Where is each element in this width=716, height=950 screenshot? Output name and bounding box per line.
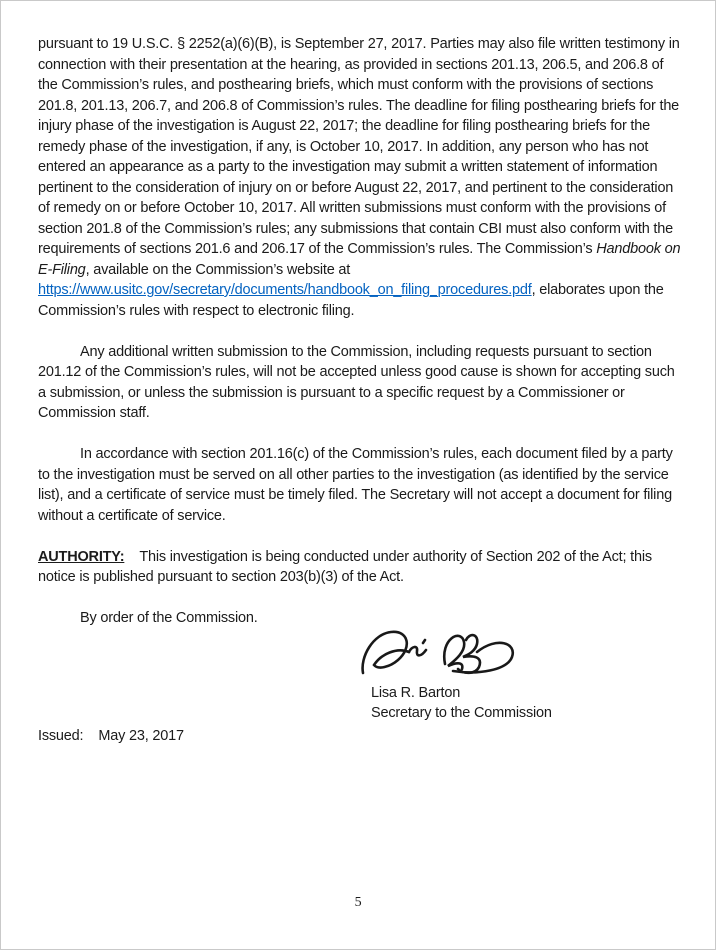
signatory-name: Lisa R. Barton bbox=[371, 684, 461, 701]
page-number: 5 bbox=[354, 894, 362, 910]
text-run-heading: AUTHORITY: bbox=[38, 548, 125, 565]
paragraphs bbox=[38, 34, 682, 629]
text-run: Any additional written submission to the Commission, including requests pursuant to section 201.12 of the Commission’s rules, will not be accepted unless good cause is shown for accepting such a submission, or unless the submission is pursuant to a specific request by a Commissioner or Commission staff. bbox=[38, 343, 675, 421]
text-run-italic: Handbook on E-Filing bbox=[38, 241, 681, 278]
issued-date: May 23, 2017 bbox=[98, 727, 184, 744]
paragraph-written-submissions bbox=[38, 34, 682, 321]
signatory-title: Secretary to the Commission bbox=[371, 705, 552, 721]
paragraph-additional-submissions bbox=[38, 342, 682, 424]
text-run: In accordance with section 201.16(c) of the Commission’s rules, each document filed by a party to the investigation must be served on all other parties to the investigation (as identified by the service list), and a certificate of service must be timely filed. The Secretary will not accept a document for filing without a certificate of service. bbox=[38, 446, 673, 524]
text-run: , elaborates upon the Commission’s rules with respect to electronic filing. bbox=[38, 282, 664, 319]
handbook-pdf-hyperlink[interactable]: https://www.usitc.gov/secretary/documents/handbook_on_filing_procedures.pdf bbox=[38, 282, 532, 298]
text-run: , available on the Commission’s website at bbox=[85, 261, 351, 278]
text-run: By order of the Commission. bbox=[80, 610, 258, 626]
text-run-tabbed: This investigation is being conducted under authority of Section 202 of the Act; this notice is published pursuant to section 203(b)(3) of the Act. bbox=[38, 548, 652, 585]
issued-line bbox=[38, 726, 679, 747]
handwritten-signature-image bbox=[357, 623, 525, 681]
paragraph-authority bbox=[38, 547, 682, 588]
issued-label: Issued: bbox=[38, 727, 84, 744]
signature-block bbox=[371, 623, 679, 724]
text-run: pursuant to 19 U.S.C. § 2252(a)(6)(B), is September 27, 2017. Parties may also file written testimony in connection with their presentation at the hearing, as provided in sections 201.13, 206.5, and 206.8 of the Commission’s rules, and posthearing briefs, which must conform with the provisions of sections 201.8, 201.13, 206.7, and 206.8 of Commission’s rules. The deadline for filing posthearing briefs for the injury phase of the investigation is August 22, 2017; the deadline for filing posthearing briefs for the remedy phase of the investigation, if any, is October 10, 2017. In addition, any person who has not entered an appearance as a party to the investigation may submit a written statement of information pertinent to the consideration of injury on or before August 22, 2017, and pertinent to the consideration of remedy on or before October 10, 2017. All written submissions must conform with the provisions of section 201.8 of the Commission’s rules; any submissions that contain CBI must also conform with the requirements of sections 201.6 and 206.17 of the Commission’s rules. The Commission’s bbox=[38, 36, 680, 257]
paragraph-service-requirements bbox=[38, 444, 682, 526]
